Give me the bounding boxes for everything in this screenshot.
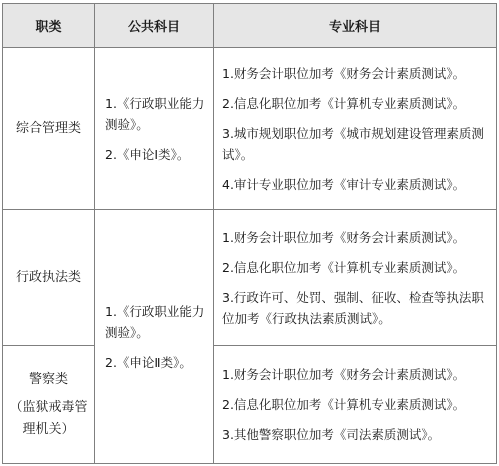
table-row <box>3 346 497 464</box>
category-label: 警察类 <box>28 371 68 387</box>
category-cell <box>3 346 95 464</box>
specialty-subject-item: 1.财务会计职位加考《财务会计素质测试》。 <box>222 367 466 382</box>
public-subjects-cell <box>95 48 214 210</box>
specialty-subject-item: 2.信息化职位加考《计算机专业素质测试》。 <box>222 95 466 111</box>
specialty-subject-item: 2.信息化职位加考《计算机专业素质测试》。 <box>222 397 466 412</box>
table-row <box>3 48 497 210</box>
table-header-row <box>3 4 497 48</box>
public-subject-item: 1.《行政职业能力测验》。 <box>105 303 205 340</box>
specialty-subject-item: 3.城市规划职位加考《城市规划建设管理素质测试》。 <box>222 125 484 162</box>
public-subject-item: 2.《申论Ⅰ类》。 <box>105 146 190 162</box>
specialty-subject-item: 3.行政许可、处罚、强制、征收、检查等执法职位加考《行政执法素质测试》。 <box>222 289 484 326</box>
specialty-subject-item: 3.其他警察职位加考《司法素质测试》。 <box>222 427 441 442</box>
category-cell: 综合管理类 <box>3 48 95 210</box>
shared-public-subjects-cell <box>95 210 214 464</box>
table-row <box>3 210 497 346</box>
public-subject-item: 1.《行政职业能力测验》。 <box>105 95 205 132</box>
category-cell: 行政执法类 <box>3 210 95 346</box>
specialty-subject-item: 1.财务会计职位加考《财务会计素质测试》。 <box>222 229 466 245</box>
specialty-subject-item: 4.审计专业职位加考《审计专业素质测试》。 <box>222 176 466 192</box>
specialty-subject-item: 1.财务会计职位加考《财务会计素质测试》。 <box>222 65 466 81</box>
public-subject-item: 2.《申论Ⅱ类》。 <box>105 354 192 370</box>
header-public-subjects: 公共科目 <box>95 4 214 48</box>
header-category: 职类 <box>3 4 95 48</box>
exam-subjects-table <box>2 3 497 464</box>
specialty-subjects-cell <box>214 210 497 346</box>
specialty-subjects-cell <box>214 48 497 210</box>
specialty-subjects-cell <box>214 346 497 464</box>
specialty-subject-item: 2.信息化职位加考《计算机专业素质测试》。 <box>222 259 466 275</box>
header-specialty-subjects: 专业科目 <box>214 4 497 48</box>
category-note: （监狱戒毒管理机关） <box>9 399 88 437</box>
